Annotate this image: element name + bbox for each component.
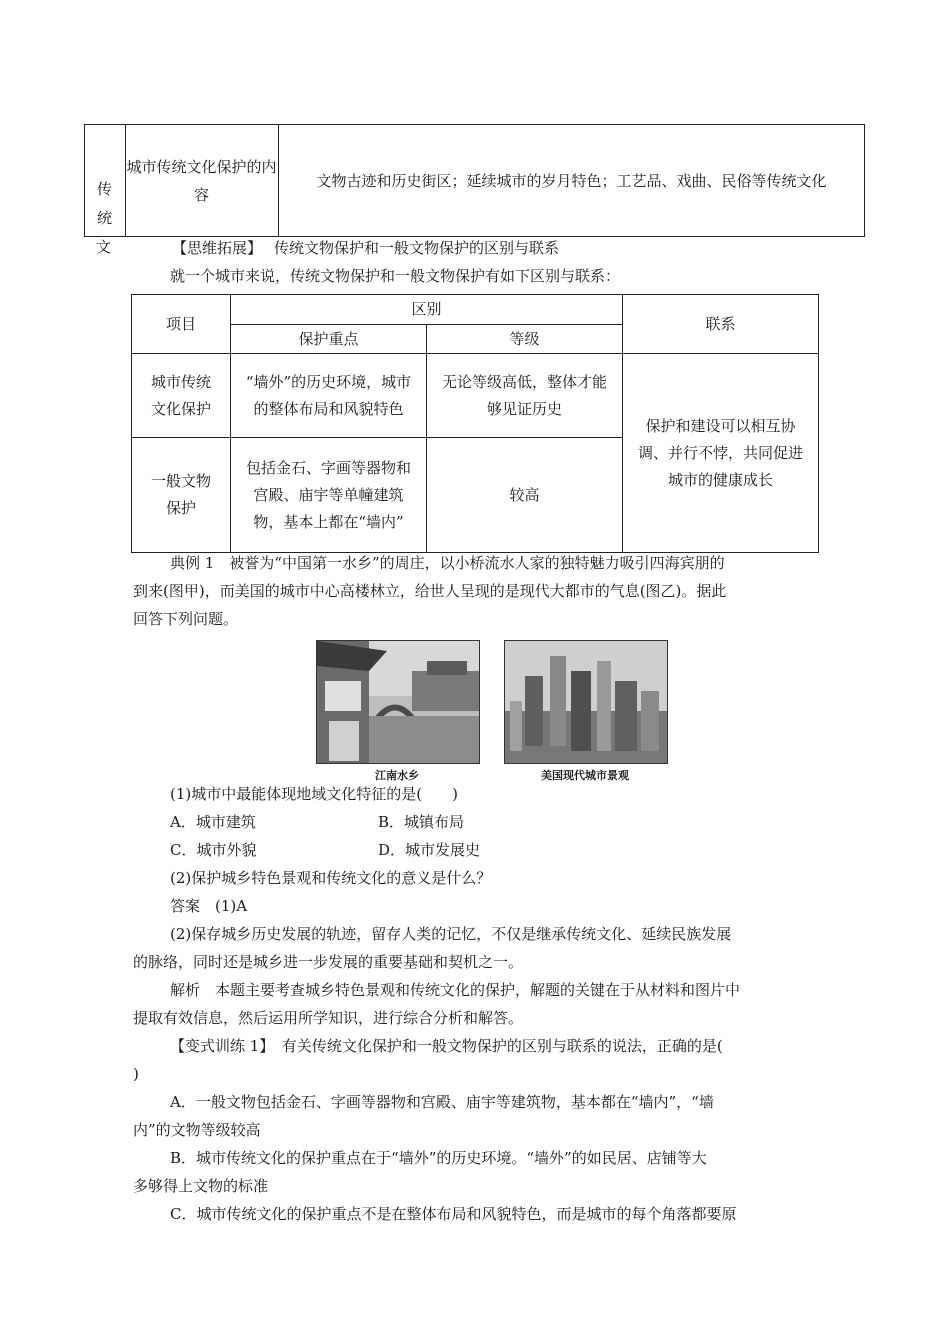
question-2: (2)保护城乡特色景观和传统文化的意义是什么？ (170, 869, 492, 887)
example-line: 到来(图甲)，而美国的城市中心高楼林立，给世人呈现的是现代大都市的气息(图乙)。据此 (133, 582, 727, 600)
row2-focus: 包括金石、字画等器物和宫殿、庙宇等单幢建筑物，基本上都在“墙内” (230, 437, 426, 552)
row2-item: 一般文物保护 (132, 437, 230, 552)
answer-line: 答案 (1)A (170, 897, 248, 915)
header-diff: 区别 (230, 295, 622, 324)
comparison-table (131, 294, 819, 553)
variant-line: 【变式训练 1】 有关传统文化保护和一般文物保护的区别与联系的说法，正确的是( (170, 1037, 723, 1055)
option-b: B．城镇布局 (378, 813, 465, 831)
row1-item: 城市传统文化保护 (132, 353, 230, 437)
variant-option-b: B．城市传统文化的保护重点在于“墙外”的历史环境。“墙外”的如民居、店铺等大 (170, 1149, 707, 1167)
content-text: 文物古迹和历史街区；延续城市的岁月特色；工艺品、戏曲、民俗等传统文化 (316, 172, 827, 190)
option-c: C．城市外貌 (170, 841, 257, 859)
header-item: 项目 (165, 314, 196, 333)
content-label: 城市传统文化保护的内容 (125, 125, 279, 236)
extension-heading (172, 234, 857, 262)
option-a: A．城市建筑 (170, 813, 256, 831)
us-city-photo (504, 640, 668, 764)
content-table (84, 124, 865, 237)
left-caption: 江南水乡 (375, 769, 419, 782)
extension-title: 传统文物保护和一般文物保护的区别与联系 (274, 239, 560, 257)
row1-focus: “墙外”的历史环境，城市的整体布局和风貌特色 (230, 353, 426, 437)
analysis-line: 提取有效信息，然后运用所学知识，进行综合分析和解答。 (133, 1009, 524, 1027)
variant-line: ) (133, 1065, 139, 1083)
extension-intro: 就一个城市来说，传统文物保护和一般文物保护有如下区别与联系： (170, 267, 621, 285)
link-text: 保护和建设可以相互协调、并行不悖，共同促进城市的健康成长 (622, 353, 818, 552)
side-char: 统 (97, 209, 113, 227)
question-1: (1)城市中最能体现地域文化特征的是( ) (170, 785, 458, 803)
row1-level: 无论等级高低，整体才能够见证历史 (426, 353, 622, 437)
answer-line: 的脉络，同时还是城乡进一步发展的重要基础和契机之一。 (133, 953, 524, 971)
side-column (85, 125, 126, 236)
row2-level: 较高 (426, 437, 622, 552)
answer-line: (2)保存城乡历史发展的轨迹，留存人类的记忆，不仅是继承传统文化、延续民族发展 (170, 925, 732, 943)
option-d: D．城市发展史 (378, 841, 481, 859)
example-line: 回答下列问题。 (133, 610, 239, 628)
analysis-line: 解析 本题主要考查城乡特色景观和传统文化的保护，解题的关键在于从材料和图片中 (170, 981, 741, 999)
header-link: 联系 (622, 295, 818, 353)
header-level: 等级 (426, 324, 622, 353)
side-char: 传 (97, 180, 113, 198)
header-focus: 保护重点 (230, 324, 426, 353)
right-caption: 美国现代城市景观 (541, 769, 629, 782)
water-town-photo (316, 640, 480, 764)
extension-tag: 【思维拓展】 (172, 239, 263, 257)
variant-option-c: C．城市传统文化的保护重点不是在整体布局和风貌特色，而是城市的每个角落都要原 (170, 1205, 737, 1223)
variant-option-a: A．一般文物包括金石、字画等器物和宫殿、庙宇等建筑物，基本都在“墙内”，“墙 (170, 1093, 714, 1111)
side-char-overflow: 文 (96, 238, 112, 256)
variant-option-a: 内”的文物等级较高 (133, 1121, 261, 1139)
example-line: 典例 1 被誉为“中国第一水乡”的周庄，以小桥流水人家的独特魅力吸引四海宾朋的 (170, 554, 725, 572)
variant-option-b: 多够得上文物的标准 (133, 1177, 269, 1195)
